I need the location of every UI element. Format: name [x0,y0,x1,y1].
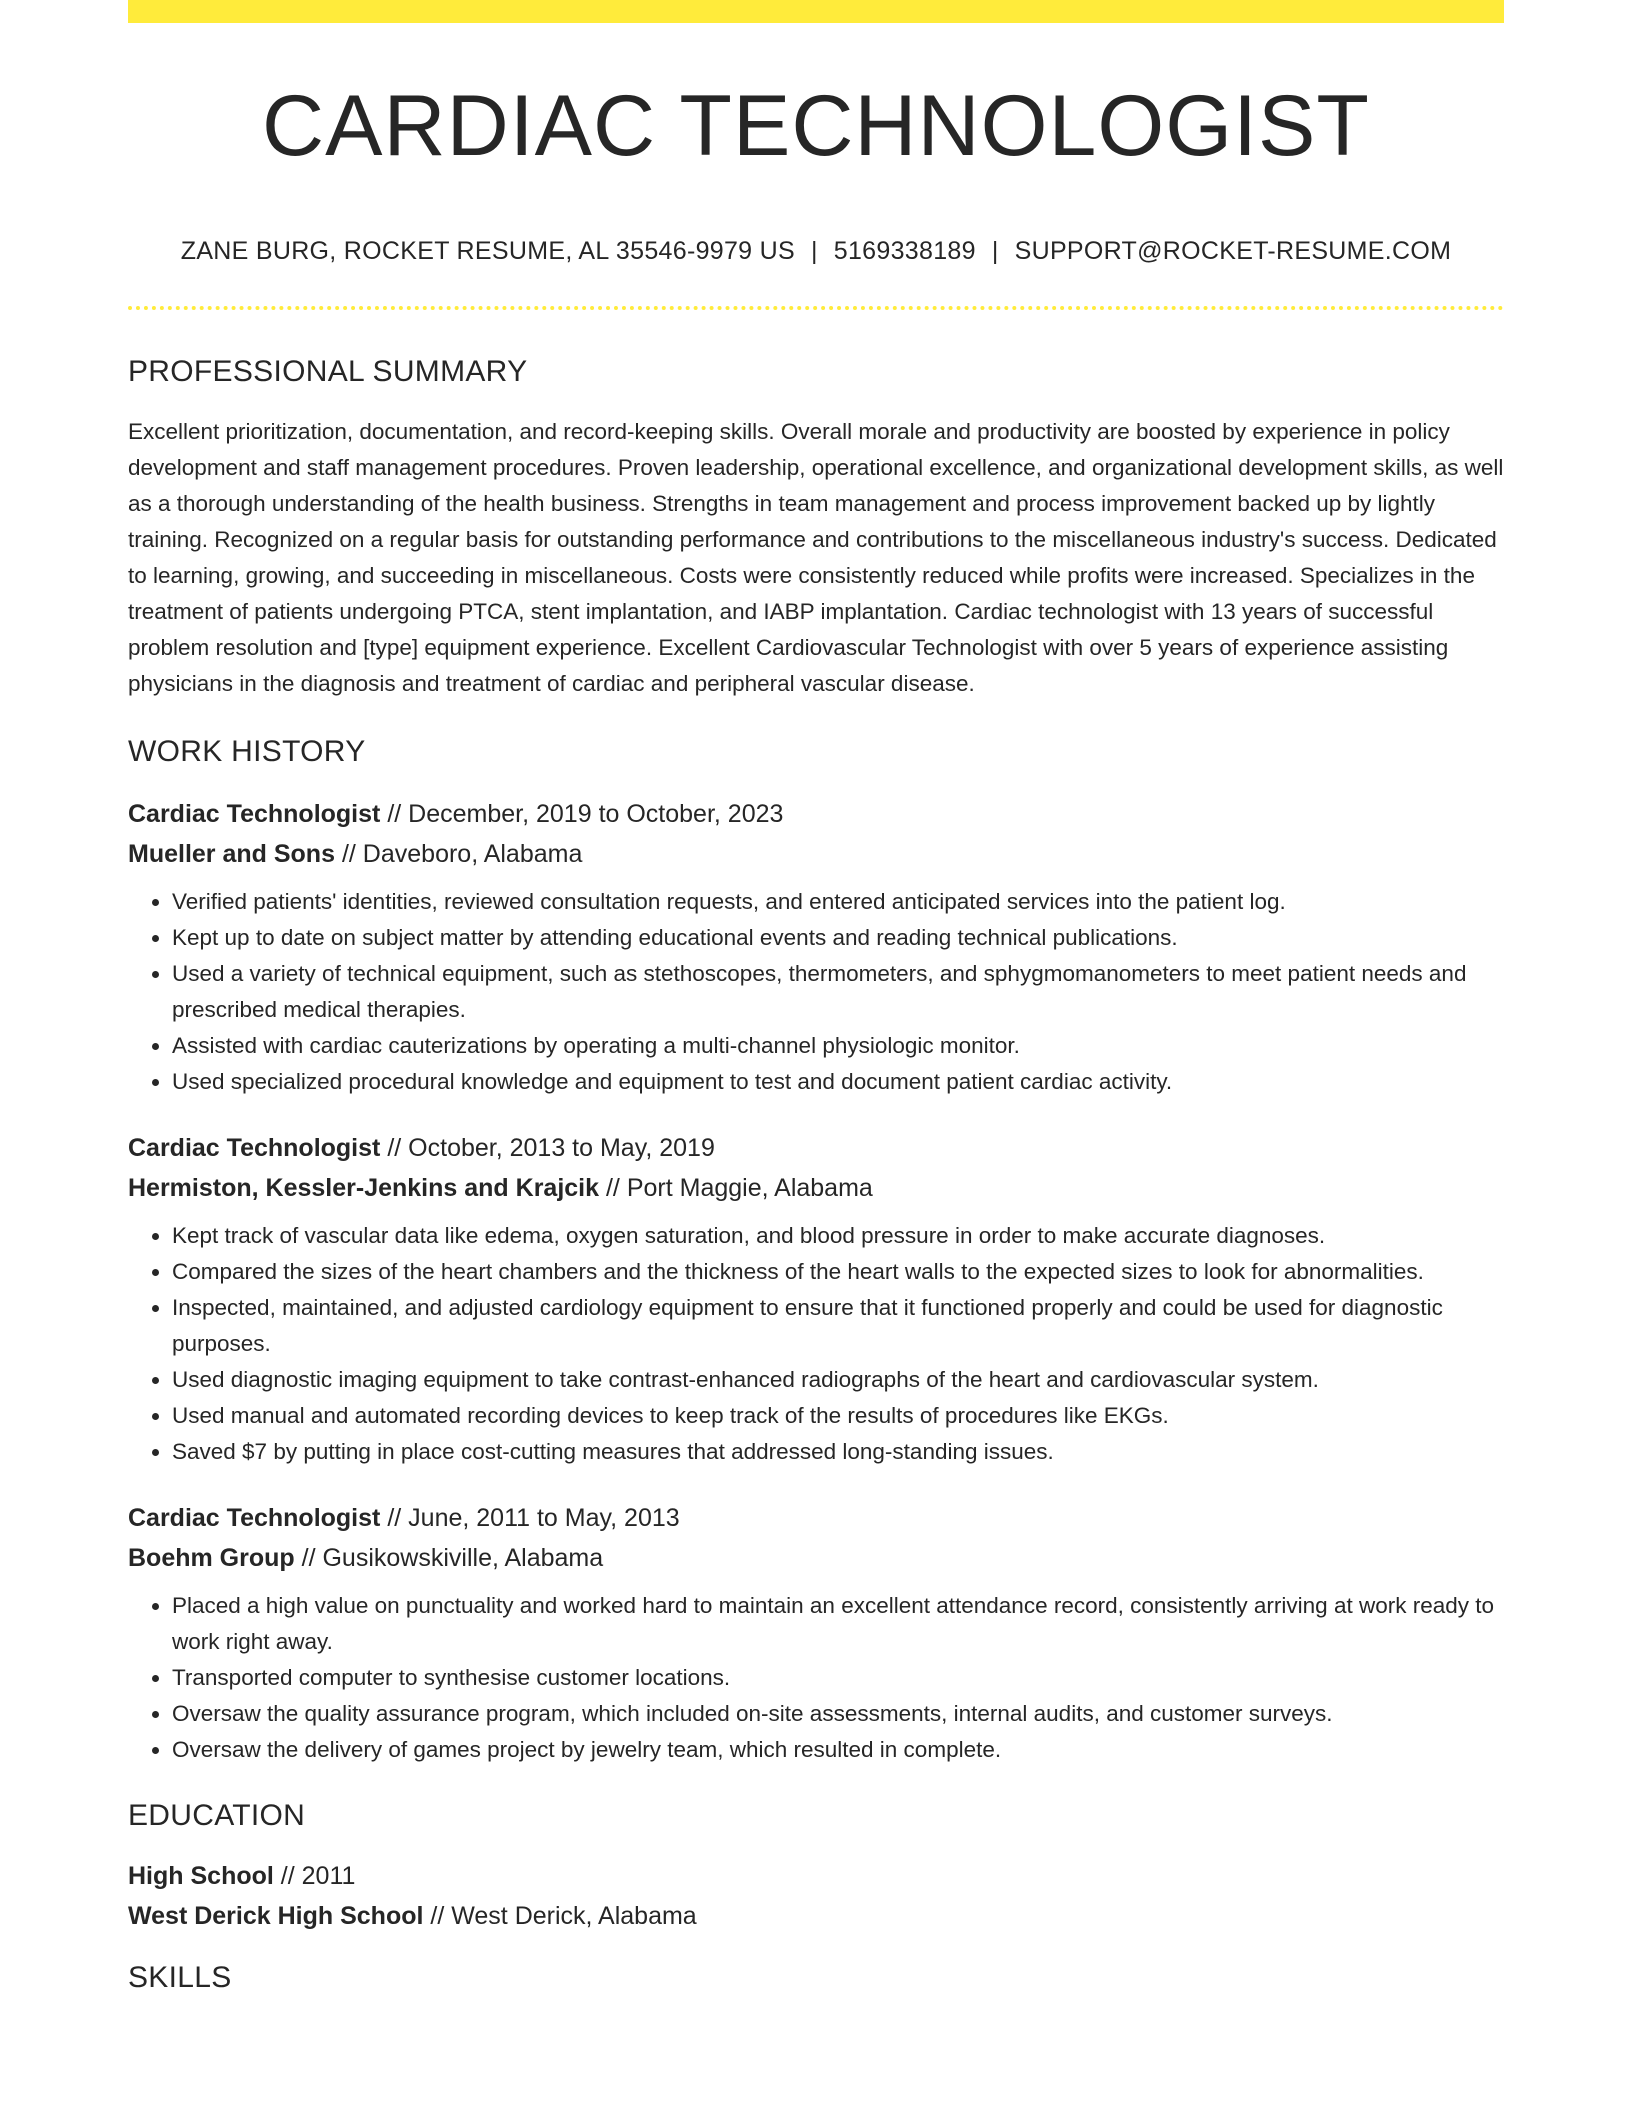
job-entry [128,1498,1504,1768]
skills-heading: SKILLS [128,1961,232,1994]
job-divider: // [387,800,402,828]
job-divider: // [301,1544,316,1572]
summary-text: Excellent prioritization, documentation, and record-keeping skills. Overall morale and productivity are boosted by experience in policy development and staff management procedures. Proven leadership, operational excellence, and organizational development skills, as well as a thorough understanding of the health business. Strengths in team management and process improvement backed up by lightly training. Recognized on a regular basis for outstanding performance and contributions to the miscellaneous industry's success. Dedicated to learning, growing, and succeeding in miscellaneous. Costs were consistently reduced while profits were increased. Specializes in the treatment of patients undergoing PTCA, stent implantation, and IABP implantation. Cardiac technologist with 13 years of successful problem resolution and [type] equipment experience. Excellent Cardiovascular Technologist with over 5 years of experience assisting physicians in the diagnosis and treatment of cardiac and peripheral vascular disease. [128,419,1504,696]
job-duty-item: • Kept up to date on subject matter by attending educational events and reading technical publications. [172,920,1504,956]
work-history-list [128,794,1504,1768]
education-year: 2011 [301,1862,356,1890]
job-company-line [128,1538,1504,1578]
education-location: West Derick, Alabama [451,1902,697,1930]
contact-address: ZANE BURG, ROCKET RESUME, AL 35546-9979 US [180,237,795,265]
job-duty-item: • Compared the sizes of the heart chambers and the thickness of the heart walls to the expected sizes to look for abnormalities. [172,1254,1504,1290]
job-company: Boehm Group [128,1544,295,1572]
job-title: Cardiac Technologist [128,1504,381,1532]
job-duties-list [128,1588,1504,1768]
resume-title: CARDIAC TECHNOLOGIST [262,78,1370,174]
job-duty-item: • Verified patients' identities, reviewed consultation requests, and entered anticipated services into the patient log. [172,884,1504,920]
contact-separator: | [810,237,818,265]
job-title-line [128,1128,1504,1168]
job-duty-item: • Used a variety of technical equipment, such as stethoscopes, thermometers, and sphygmomanometers to meet patient needs and prescribed medical therapies. [172,956,1504,1028]
job-duty-item: • Used manual and automated recording devices to keep track of the results of procedures like EKGs. [172,1398,1504,1434]
contact-email: SUPPORT@ROCKET-RESUME.COM [1014,237,1452,265]
job-duties-list [128,884,1504,1100]
job-duty-item: • Kept track of vascular data like edema, oxygen saturation, and blood pressure in order to make accurate diagnoses. [172,1218,1504,1254]
job-company: Hermiston, Kessler-Jenkins and Krajcik [128,1174,600,1202]
summary-heading: PROFESSIONAL SUMMARY [128,355,528,388]
job-title: Cardiac Technologist [128,1134,381,1162]
job-divider: // [387,1134,402,1162]
education-divider: // [280,1862,295,1890]
education-divider: // [430,1902,445,1930]
education-heading: EDUCATION [128,1799,306,1832]
job-dates: October, 2013 to May, 2019 [408,1134,715,1162]
job-duty-item: • Inspected, maintained, and adjusted cardiology equipment to ensure that it functioned properly and could be used for diagnostic purposes. [172,1290,1504,1362]
job-dates: December, 2019 to October, 2023 [408,800,784,828]
education-degree: High School [128,1862,274,1890]
education-degree-line [128,1856,1504,1896]
education-entry [128,1856,1504,1936]
job-company-line [128,1168,1504,1208]
job-entry [128,1128,1504,1470]
contact-separator: | [991,237,999,265]
job-dates: June, 2011 to May, 2013 [408,1504,680,1532]
header-divider [128,306,1504,310]
job-duty-item: • Used diagnostic imaging equipment to take contrast-enhanced radiographs of the heart and cardiovascular system. [172,1362,1504,1398]
top-accent-bar [128,0,1504,23]
job-divider: // [605,1174,620,1202]
job-location: Gusikowskiville, Alabama [322,1544,604,1572]
job-company: Mueller and Sons [128,840,335,868]
job-title: Cardiac Technologist [128,800,381,828]
job-entry [128,794,1504,1100]
job-title-line [128,1498,1504,1538]
job-title-line [128,794,1504,834]
job-duty-item: • Assisted with cardiac cauterizations by operating a multi-channel physiologic monitor. [172,1028,1504,1064]
education-school: West Derick High School [128,1902,424,1930]
job-duties-list [128,1218,1504,1470]
job-duty-item: • Oversaw the quality assurance program, which included on-site assessments, internal audits, and customer surveys. [172,1696,1504,1732]
contact-phone: 5169338189 [833,237,976,265]
job-duty-item: • Placed a high value on punctuality and worked hard to maintain an excellent attendance record, consistently arriving at work ready to work right away. [172,1588,1504,1660]
job-duty-item: • Transported computer to synthesise customer locations. [172,1660,1504,1696]
job-divider: // [341,840,356,868]
job-location: Daveboro, Alabama [362,840,583,868]
job-location: Port Maggie, Alabama [626,1174,873,1202]
work-history-heading: WORK HISTORY [128,735,366,768]
job-duty-item: • Used specialized procedural knowledge and equipment to test and document patient cardiac activity. [172,1064,1504,1100]
job-divider: // [387,1504,402,1532]
education-school-line [128,1896,1504,1936]
resume-page [128,0,1504,1996]
job-duty-item: • Saved $7 by putting in place cost-cutting measures that addressed long-standing issues. [172,1434,1504,1470]
contact-line [128,237,1504,266]
job-company-line [128,834,1504,874]
job-duty-item: • Oversaw the delivery of games project by jewelry team, which resulted in complete. [172,1732,1504,1768]
